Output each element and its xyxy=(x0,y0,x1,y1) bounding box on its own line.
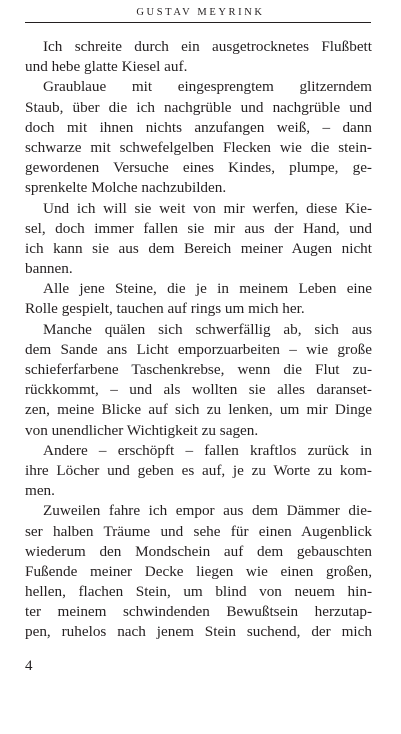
text-line: bannen. xyxy=(25,260,73,278)
text-line: und hebe glatte Kiesel auf. xyxy=(25,58,188,76)
paragraph xyxy=(25,77,372,198)
text-line: Rolle gespielt, tauchen auf rings um mich her. xyxy=(25,300,305,318)
header-rule xyxy=(25,22,371,23)
text-line: Fußende meiner Decke liegen wie einen großen, xyxy=(25,562,372,580)
text-line: Alle jene Steine, die je in meinem Leben eine xyxy=(43,280,372,298)
text-line: schieferfarbene Taschenkrebse, wenn die Flut zu- xyxy=(25,361,372,378)
text-line: Ich schreite durch ein ausgetrocknetes Flußbett xyxy=(43,38,372,55)
paragraph xyxy=(25,320,372,441)
text-line: Manche quälen sich schwerfällig ab, sich aus xyxy=(43,320,372,338)
text-line: ser halben Träume und sehe für einen Augenblick xyxy=(25,522,372,540)
text-line: zen, meine Blicke auf sich zu lenken, um mir Dinge xyxy=(25,401,372,419)
paragraph xyxy=(25,279,372,319)
text-line: gewordenen Versuche eines Kindes, plumpe, ge- xyxy=(25,159,372,177)
page-number: 4 xyxy=(25,658,33,674)
text-line: Zuweilen fahre ich empor aus dem Dämmer die- xyxy=(43,502,372,520)
text-line: sel, doch immer fallen sie mir aus der Hand, und xyxy=(25,219,372,237)
text-line: Und ich will sie weit von mir werfen, diese Kie- xyxy=(43,199,372,217)
paragraph xyxy=(25,501,372,642)
text-line: Graublaue mit eingesprengtem glitzerndem xyxy=(43,78,372,96)
text-line: pen, ruhelos nach jenem Stein suchend, der mich xyxy=(25,623,372,641)
running-head: GUSTAV MEYRINK xyxy=(136,7,265,18)
text-line: doch mit ihnen nichts anzufangen weiß, – dann xyxy=(25,118,372,136)
text-line: hellen, flachen Stein, um blind von neuem hin- xyxy=(25,583,372,601)
text-line: schwarze mit schwefelgelben Flecken wie die stein- xyxy=(25,138,372,156)
text-line: ich kann sie aus dem Bereich meiner Augen nicht xyxy=(25,239,372,257)
text-line: men. xyxy=(25,482,55,500)
text-line: dem Sande ans Licht emporzuarbeiten – wie große xyxy=(25,340,372,358)
paragraph xyxy=(25,37,372,77)
text-line: ter meinem schwindenden Bewußtsein herzutap- xyxy=(25,603,372,621)
text-line: rückkommt, – und als wollten sie alles daranset- xyxy=(25,381,372,399)
text-line: ihre Löcher und geben es auf, je zu Worte zu kom- xyxy=(25,461,372,479)
body-text xyxy=(25,37,372,643)
text-line: Andere – erschöpft – fallen kraftlos zurück in xyxy=(43,441,372,459)
text-line: sprenkelte Molche nachzubilden. xyxy=(25,179,227,197)
text-line: Staub, über die ich nachgrüble und nachgrüble und xyxy=(25,98,372,116)
paragraph xyxy=(25,199,372,280)
text-line: wiederum den Mondschein auf dem gebauschten xyxy=(25,542,372,560)
text-line: von unendlicher Wichtigkeit zu sagen. xyxy=(25,421,259,439)
paragraph xyxy=(25,441,372,502)
